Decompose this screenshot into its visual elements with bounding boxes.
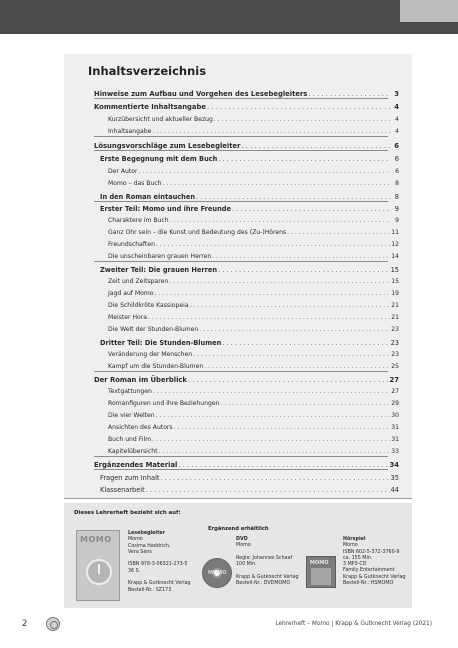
- toc-entry-label: Jagd auf Momo: [108, 290, 154, 297]
- toc-entry: [108, 396, 399, 408]
- toc-entry-leader: [196, 193, 391, 201]
- toc-entry-label: Dritter Teil: Die Stunden-Blumen: [100, 339, 222, 347]
- toc-entry-leader: [169, 278, 390, 286]
- toc-entry: [108, 237, 399, 249]
- toc-entry: [108, 176, 399, 188]
- toc-entry-label: Klassenarbeit: [100, 486, 145, 494]
- book-info-line: Bestell-Nr.: SZ173: [128, 587, 172, 593]
- toc-entry-label: Kurzübersicht und aktueller Bezug: [108, 116, 213, 123]
- footer-text-prefix: Lehrerheft –: [275, 621, 312, 627]
- toc-entry: [108, 249, 399, 261]
- toc-entry-leader: [178, 461, 388, 469]
- toc-entry-label: Momo – das Buch: [108, 180, 162, 187]
- toc-entry: [108, 310, 399, 322]
- toc-entry-label: Erster Teil: Momo und ihre Freunde: [100, 205, 231, 213]
- toc-entry-label: Ergänzendes Material: [94, 461, 178, 469]
- toc-entry-page: 29: [391, 400, 399, 407]
- toc-entry-leader: [218, 266, 390, 274]
- toc-entry-page: 12: [391, 241, 399, 248]
- toc-entry-label: Meister Hora: [108, 314, 148, 321]
- toc-separator: [94, 136, 388, 137]
- cd-info-line: Family Entertainment: [343, 568, 395, 574]
- toc-entry-leader: [214, 116, 391, 124]
- toc-entry-page: 9: [394, 205, 399, 213]
- toc-entry-page: 11: [391, 229, 399, 236]
- dvd-info: [236, 537, 299, 587]
- dvd-info-line: DVD: [236, 537, 248, 542]
- dvd-disc-icon: [202, 558, 232, 588]
- toc-entry: [94, 457, 399, 469]
- toc-entry-label: Lösungsvorschläge zum Lesebegleiter: [94, 142, 241, 150]
- toc-entry-page: 8: [395, 180, 399, 187]
- toc-entry-leader: [190, 302, 391, 310]
- toc-entry-label: Inhaltsangabe: [108, 128, 152, 135]
- toc-entry: [100, 470, 399, 482]
- toc-entry: [108, 124, 399, 136]
- toc-entry-leader: [152, 436, 390, 444]
- toc-entry-page: 44: [390, 486, 399, 494]
- cd-info-line: ISBN 602-5-372-3760-9: [343, 549, 400, 555]
- toc-entry-label: Ganz Ohr sein – die Kunst und Bedeutung des (Zu-)Hörens: [108, 229, 287, 236]
- toc-entry: [100, 201, 399, 213]
- toc-entry-page: 19: [391, 290, 399, 297]
- toc-entry-page: 4: [395, 128, 399, 135]
- toc-entry-page: 34: [389, 461, 399, 469]
- book-info-line: 36 S.: [128, 568, 141, 574]
- cd-info-line: Krapp & Gutknecht Verlag: [343, 574, 406, 580]
- toc-entry-page: 27: [391, 388, 399, 395]
- toc-entry-label: Veränderung der Menschen: [108, 351, 193, 358]
- toc-entry-leader: [156, 412, 391, 420]
- toc-entry: [100, 151, 399, 163]
- footer-text: [275, 621, 432, 627]
- toc-entry-leader: [188, 376, 389, 384]
- toc-entry: [94, 372, 399, 384]
- toc-entry-label: Zweiter Teil: Die grauen Herren: [100, 266, 218, 274]
- footer-text-title: Momo: [311, 621, 330, 627]
- toc-entry-page: 31: [391, 424, 399, 431]
- toc-entry-leader: [287, 229, 390, 237]
- toc-entry: [108, 420, 399, 432]
- toc-entry-page: 8: [394, 193, 399, 201]
- footer-text-suffix: | Krapp & Gutknecht Verlag (2021): [329, 621, 432, 627]
- toc-entry-leader: [152, 128, 391, 136]
- toc-entry-leader: [218, 155, 391, 163]
- page-number: 2: [22, 619, 28, 629]
- toc-entry-leader: [174, 424, 391, 432]
- toc-entry-label: Kommentierte Inhaltsangabe: [94, 103, 206, 111]
- toc-entry-label: Textgattungen: [108, 388, 152, 395]
- dvd-info-line: 100 Min.: [236, 562, 257, 568]
- toc-entry: [108, 225, 399, 237]
- toc-entry-label: Erste Begegnung mit dem Buch: [100, 155, 218, 163]
- toc-entry: [108, 298, 399, 310]
- toc-entry-leader: [139, 168, 391, 176]
- related-materials-heading: Dieses Lehrerheft bezieht sich auf:: [74, 510, 181, 516]
- toc-entry-leader: [161, 474, 390, 482]
- dvd-disc-label: MOMO: [208, 570, 227, 576]
- clock-hand: [98, 564, 100, 574]
- cd-cover-image: [306, 556, 336, 588]
- toc-entry-label: Kapitelübersicht: [108, 448, 158, 455]
- toc-entry: [108, 286, 399, 298]
- toc-entry-page: 33: [391, 448, 399, 455]
- book-cover-image: [76, 530, 120, 601]
- toc-entry-page: 25: [391, 363, 399, 370]
- toc-entry-leader: [170, 217, 391, 225]
- toc-entry-label: Die vier Welten: [108, 412, 155, 419]
- toc-entry-page: 23: [390, 339, 399, 347]
- toc-entry-label: Charaktere im Buch: [108, 217, 169, 224]
- toc-entry-page: 6: [394, 155, 399, 163]
- toc-entry: [108, 359, 399, 371]
- toc-entry: [108, 444, 399, 456]
- toc-entry-label: Die Welt der Stunden-Blumen: [108, 326, 199, 333]
- toc-entry: [100, 482, 399, 494]
- book-info-line: ISBN 978-3-06321-273-5: [128, 562, 188, 568]
- toc-entry-page: 15: [390, 266, 399, 274]
- cd-cover-art: [311, 568, 331, 585]
- toc-entry: [100, 262, 399, 274]
- dvd-info-line: Bestell-Nr.: DVDMOMO: [236, 581, 291, 587]
- toc-entry-page: 14: [391, 253, 399, 260]
- toc-entry-leader: [221, 400, 391, 408]
- toc-entry-label: Buch und Film: [108, 436, 152, 443]
- toc-entry-label: In den Roman eintauchen: [100, 193, 196, 201]
- toc-entry-leader: [193, 351, 390, 359]
- additional-materials-heading: Ergänzend erhältlich: [208, 526, 269, 532]
- toc-entry-leader: [212, 253, 390, 261]
- toc-entry-page: 15: [391, 278, 399, 285]
- toc-entry-leader: [199, 326, 390, 334]
- toc-entry: [108, 408, 399, 420]
- toc-entry-page: 6: [395, 168, 399, 175]
- dvd-info-line: Regie: Johannes Schaaf: [236, 555, 293, 561]
- cd-info-line: Bestell-Nr.: HSMOMO: [343, 581, 394, 587]
- toc-entry-label: Hinweise zum Aufbau und Vorgehen des Lesebegleiters: [94, 90, 308, 98]
- toc-entry-label: Freundschaften: [108, 241, 155, 248]
- toc-entry: [108, 384, 399, 396]
- toc-entry-page: 23: [391, 326, 399, 333]
- cd-info-line: Momo: [343, 543, 358, 549]
- toc-entry: [100, 335, 399, 347]
- toc-entry-leader: [207, 103, 391, 111]
- top-header-band: [0, 0, 458, 34]
- cd-cover-label: MOMO: [310, 560, 329, 566]
- publisher-logo-icon: [46, 617, 60, 631]
- dvd-info-line: Momo: [236, 543, 251, 549]
- toc-entry-leader: [155, 290, 391, 298]
- book-info-line: Krapp & Gutknecht Verlag: [128, 581, 191, 587]
- dvd-info-line: Krapp & Gutknecht Verlag: [236, 574, 299, 580]
- toc-entry-leader: [153, 388, 390, 396]
- toc-entry-page: 9: [395, 217, 399, 224]
- cd-info-line: ca. 155 Min.: [343, 555, 373, 561]
- toc-entry-page: 23: [391, 351, 399, 358]
- toc-entry: [108, 432, 399, 444]
- toc-entry-leader: [241, 142, 391, 150]
- toc-entry-leader: [232, 205, 391, 213]
- toc-entry-label: Die Schildkröte Kassiopeia: [108, 302, 189, 309]
- toc-entry-label: Zeit und Zeitsparen: [108, 278, 169, 285]
- toc-entry: [100, 189, 399, 201]
- toc-entry-label: Ansichten des Autors: [108, 424, 173, 431]
- toc-entry-label: Fragen zum Inhalt: [100, 474, 160, 482]
- toc-entry-leader: [148, 314, 390, 322]
- toc-entry-leader: [146, 486, 390, 494]
- book-info-line: Cosima Haddrich,: [128, 543, 171, 549]
- toc-entry-label: Der Autor: [108, 168, 138, 175]
- toc-entry: [108, 322, 399, 334]
- toc-entry-page: 27: [389, 376, 399, 384]
- toc-entry-leader: [163, 180, 391, 188]
- toc-entry-label: Die unscheinbaren grauen Herren: [108, 253, 212, 260]
- toc-entry-leader: [308, 90, 391, 98]
- toc-title: Inhaltsverzeichnis: [88, 64, 207, 78]
- toc-entry-page: 4: [394, 103, 399, 111]
- toc-entry-label: Romanfiguren und ihre Beziehungen: [108, 400, 220, 407]
- toc-entry: [108, 164, 399, 176]
- toc-entry-page: 31: [391, 436, 399, 443]
- toc-entry-page: 21: [391, 314, 399, 321]
- toc-entry: [108, 347, 399, 359]
- toc-entry-page: 35: [390, 474, 399, 482]
- toc-entry-page: 30: [391, 412, 399, 419]
- toc-entry-leader: [204, 363, 390, 371]
- toc-entry-page: 6: [394, 142, 399, 150]
- book-info-line: Vera Sens: [128, 549, 152, 555]
- book-info: [128, 531, 191, 594]
- toc-entry-page: 4: [395, 116, 399, 123]
- book-info-line: Momo: [128, 537, 143, 543]
- cd-info-line: Hörspiel: [343, 537, 366, 542]
- toc-entry-page: 3: [394, 90, 399, 98]
- toc-entry: [108, 112, 399, 124]
- toc-entry-leader: [158, 448, 390, 456]
- top-header-tab: [400, 0, 458, 22]
- cd-info: [343, 537, 406, 587]
- toc-entry: [94, 138, 399, 150]
- cd-info-line: 3 MP3-CD: [343, 562, 367, 568]
- toc-entry-label: Der Roman im Überblick: [94, 376, 187, 384]
- toc-entry: [94, 99, 399, 111]
- toc-entry: [108, 274, 399, 286]
- toc-entry: [94, 86, 399, 98]
- panel-bottom-rule: [64, 498, 412, 499]
- book-cover-title: MOMO: [80, 535, 112, 544]
- toc-entry-leader: [156, 241, 390, 249]
- book-info-line: Lesebegleiter: [128, 531, 165, 536]
- toc-entry-leader: [222, 339, 389, 347]
- toc-entry: [108, 213, 399, 225]
- toc-entry-label: Kampf um die Stunden-Blumen: [108, 363, 204, 370]
- toc-entry-page: 21: [391, 302, 399, 309]
